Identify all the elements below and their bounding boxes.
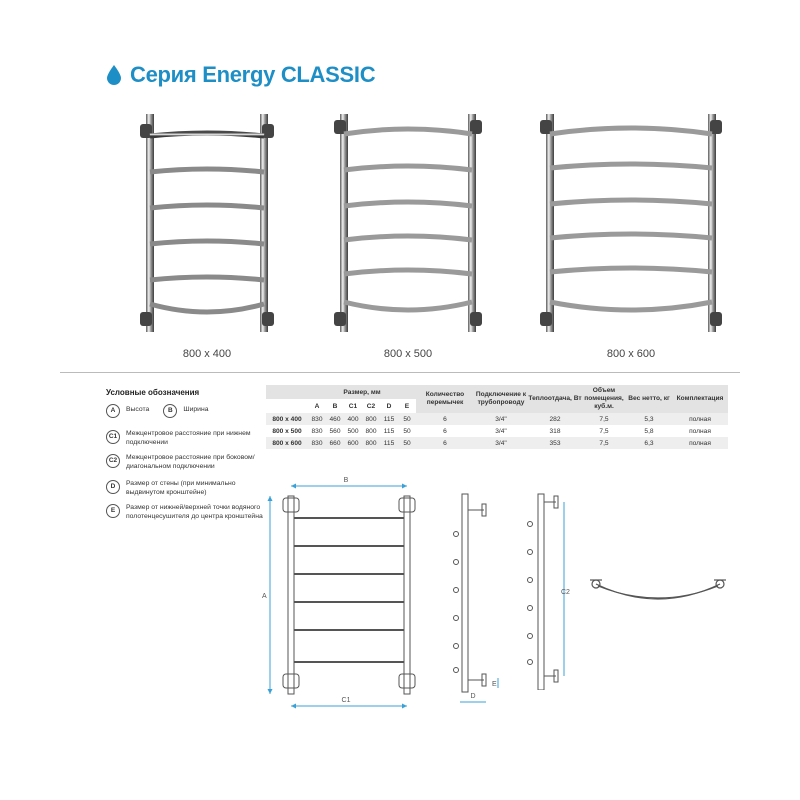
series-title: Серия Energy CLASSIC [130, 62, 376, 87]
cell: 6 [443, 439, 447, 447]
dim-col-header: D [386, 402, 392, 410]
product-size-caption: 800 x 600 [606, 348, 656, 360]
top-view-drawing [588, 574, 728, 614]
cell: 7,5 [599, 415, 609, 423]
legend-item-a-b [106, 404, 208, 418]
table-row [266, 437, 728, 449]
cell: 500 [347, 427, 359, 435]
cell: 830 [311, 427, 323, 435]
row-model: 800 x 400 [272, 415, 302, 423]
cell: 50 [403, 427, 411, 435]
cell: 115 [383, 439, 395, 447]
legend-text: Межцентровое расстояние при нижнем подключении [126, 430, 251, 446]
col-header-volume: Объем помещения, куб.м. [584, 387, 624, 410]
legend-badge: D [106, 480, 120, 494]
dim-label-b: B [343, 477, 349, 484]
dim-label-a: A [262, 593, 267, 600]
legend-badge: A [106, 404, 120, 418]
cell: 5,3 [644, 415, 654, 423]
dim-label-c2: C2 [561, 589, 570, 596]
cell: 7,5 [599, 427, 609, 435]
legend-badge: E [106, 504, 120, 518]
cell: 3/4" [495, 427, 507, 435]
table-row [266, 425, 728, 437]
legend-text: Размер от стены (при минимально выдвинутом кронштейне) [126, 480, 236, 496]
row-model: 800 x 500 [272, 427, 302, 435]
cell: 800 [365, 427, 377, 435]
legend-text: Межцентровое расстояние при боковом/диагональном подключении [126, 454, 255, 470]
dim-label-e: E [492, 681, 497, 688]
legend-text: Размер от нижней/верхней точки водяного полотенцесушителя до центра кронштейна [126, 504, 263, 520]
legend-item-c1 [106, 430, 256, 447]
row-model: 800 x 600 [272, 439, 302, 447]
product-image-800x400 [134, 106, 280, 338]
spec-table [266, 385, 728, 449]
cell: 353 [549, 439, 561, 447]
col-header-kit: Комплектация [676, 395, 724, 402]
divider [60, 372, 740, 373]
cell: 460 [329, 415, 341, 423]
cell: 50 [403, 415, 411, 423]
cell: 600 [347, 439, 359, 447]
cell: 560 [329, 427, 341, 435]
cell: полная [689, 427, 711, 435]
size-header: Размер, мм [343, 388, 381, 396]
product-image-800x500 [332, 106, 484, 338]
water-drop-icon [106, 65, 122, 85]
product-size-caption: 800 x 500 [383, 348, 433, 360]
legend-badge: C2 [106, 454, 120, 468]
legend-badge: C1 [106, 430, 120, 444]
side-view-drawing-2 [514, 490, 574, 690]
legend-text: Высота [126, 406, 150, 413]
cell: полная [689, 439, 711, 447]
dim-label-c1: C1 [341, 697, 351, 704]
legend-item-e [106, 504, 276, 521]
legend-text: Ширина [183, 406, 209, 413]
col-header-weight: Вес нетто, кг [628, 395, 670, 402]
dim-col-header: A [314, 402, 320, 410]
cell: 830 [311, 439, 323, 447]
cell: 400 [347, 415, 359, 423]
side-view-drawing-1 [446, 490, 506, 710]
cell: 660 [329, 439, 341, 447]
legend-badge: B [163, 404, 177, 418]
cell: 6 [443, 427, 447, 435]
product-image-800x600 [538, 106, 724, 338]
cell: 7,5 [599, 439, 609, 447]
col-header-heat: Теплоотдача, Вт [528, 395, 582, 402]
col-header-bars: Количество перемычек [425, 391, 465, 406]
cell: полная [689, 415, 711, 423]
front-view-drawing [258, 474, 428, 720]
product-size-caption: 800 x 400 [182, 348, 232, 360]
cell: 50 [403, 439, 411, 447]
dim-col-header: C1 [348, 402, 358, 410]
cell: 800 [365, 415, 377, 423]
dim-col-header: E [404, 402, 410, 410]
table-row [266, 413, 728, 425]
page-title [106, 62, 375, 88]
dim-col-header: C2 [366, 402, 376, 410]
cell: 5,8 [644, 427, 654, 435]
cell: 830 [311, 415, 323, 423]
col-header-connection: Подключение к трубопроводу [475, 391, 527, 406]
cell: 6 [443, 415, 447, 423]
cell: 282 [549, 415, 561, 423]
cell: 800 [365, 439, 377, 447]
cell: 115 [383, 415, 395, 423]
dim-col-header: B [332, 402, 338, 410]
legend-item-d [106, 480, 256, 497]
cell: 3/4" [495, 439, 507, 447]
cell: 6,3 [644, 439, 654, 447]
dim-label-d: D [470, 693, 476, 700]
legend-item-c2 [106, 454, 256, 471]
cell: 115 [383, 427, 395, 435]
legend-heading: Условные обозначения [106, 388, 200, 397]
cell: 3/4" [495, 415, 507, 423]
cell: 318 [549, 427, 561, 435]
